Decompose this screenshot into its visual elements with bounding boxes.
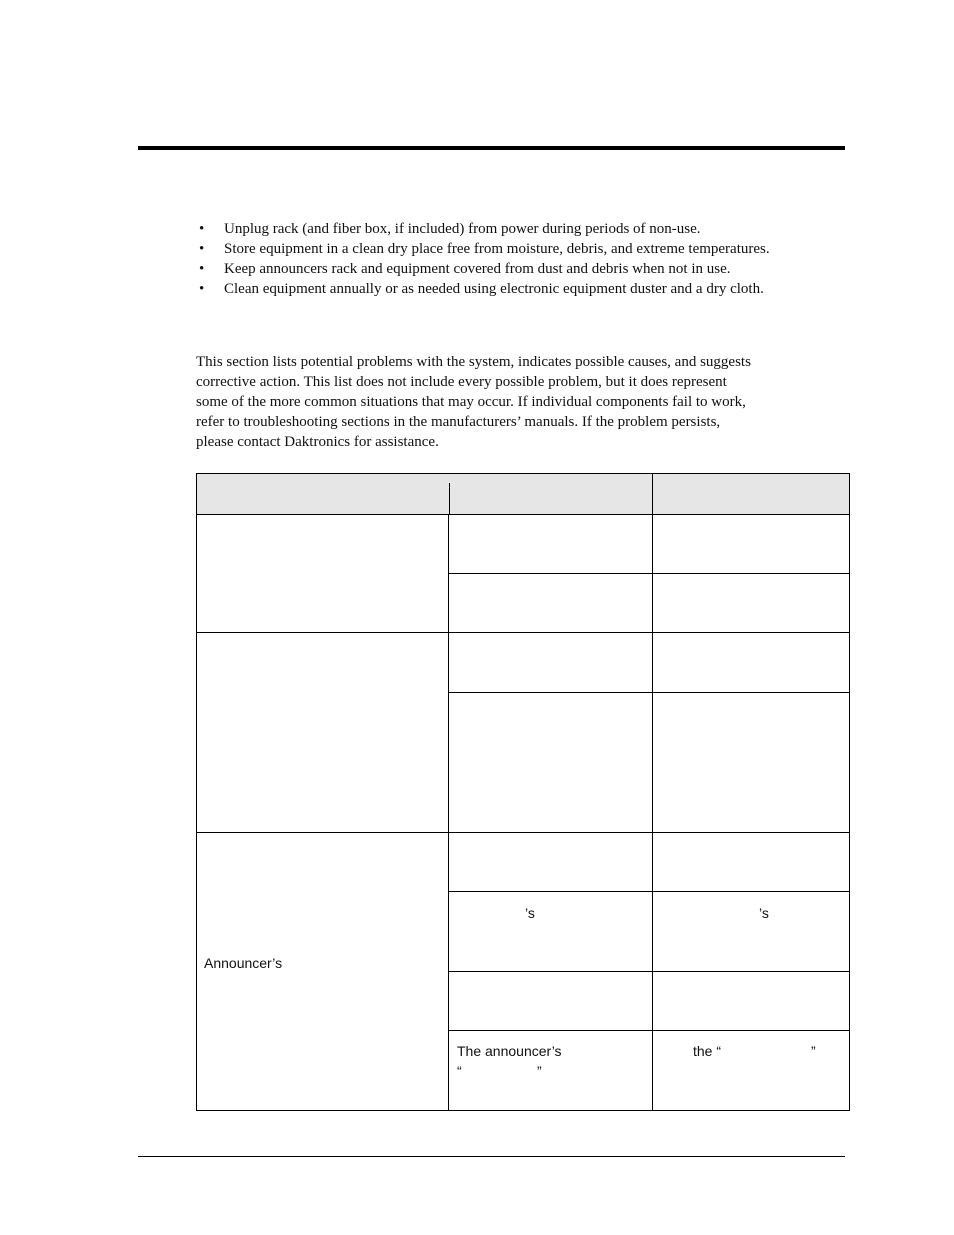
header-divider xyxy=(449,483,450,515)
list-item: • Keep announcers rack and equipment covered from dust and debris when not in use. xyxy=(199,261,731,277)
cause-cell xyxy=(449,574,653,633)
bullet-icon: • xyxy=(199,221,205,237)
action-cell xyxy=(653,892,850,972)
maintenance-list xyxy=(196,219,770,299)
quote-open: “ xyxy=(457,1063,462,1079)
action-cell xyxy=(653,1031,850,1111)
problem-text: Announcer’s xyxy=(204,955,283,971)
header-cause-cell xyxy=(449,473,653,515)
cause-cell xyxy=(449,515,653,574)
action-cell xyxy=(653,574,850,633)
cause-cell xyxy=(449,633,653,693)
list-item: • Store equipment in a clean dry place free from moisture, debris, and extreme temperatures. xyxy=(199,241,770,257)
troubleshooting-intro xyxy=(196,352,846,452)
bullet-icon: • xyxy=(199,261,205,277)
header-problem-cell xyxy=(196,473,449,515)
cause-cell xyxy=(449,1031,653,1111)
bullet-icon: • xyxy=(199,281,205,297)
bullet-icon: • xyxy=(199,241,205,257)
problem-cell xyxy=(196,833,449,1111)
cause-cell xyxy=(449,833,653,892)
action-cell xyxy=(653,972,850,1031)
action-text: ’s xyxy=(759,905,769,921)
cause-text: ’s xyxy=(525,905,535,921)
cause-cell xyxy=(449,972,653,1031)
action-cell xyxy=(653,833,850,892)
header-action-cell xyxy=(652,473,850,515)
action-cell xyxy=(653,515,850,574)
cause-cell xyxy=(449,892,653,972)
section-heading-rule xyxy=(138,146,845,150)
list-item: • Unplug rack (and fiber box, if included) from power during periods of non-use. xyxy=(199,221,701,237)
action-text: the “ xyxy=(693,1043,722,1059)
paragraph-line: corrective action. This list does not include every possible problem, but it does represent xyxy=(196,374,727,390)
problem-cell xyxy=(196,633,449,833)
quote-close: ” xyxy=(537,1063,542,1079)
paragraph-line: please contact Daktronics for assistance. xyxy=(196,434,439,450)
problem-cell xyxy=(196,515,449,633)
list-item: • Clean equipment annually or as needed using electronic equipment duster and a dry cloth. xyxy=(199,281,764,297)
cause-cell xyxy=(449,693,653,833)
paragraph-line: refer to troubleshooting sections in the manufacturers’ manuals. If the problem persists, xyxy=(196,414,721,430)
action-cell xyxy=(653,693,850,833)
footer-rule xyxy=(138,1156,845,1157)
paragraph-line: This section lists potential problems with the system, indicates possible causes, and suggests xyxy=(196,354,751,370)
action-cell xyxy=(653,633,850,693)
quote-close: ” xyxy=(811,1043,816,1059)
paragraph-line: some of the more common situations that may occur. If individual components fail to work, xyxy=(196,394,746,410)
cause-text: The announcer’s xyxy=(457,1043,562,1059)
troubleshooting-table xyxy=(196,473,850,1111)
